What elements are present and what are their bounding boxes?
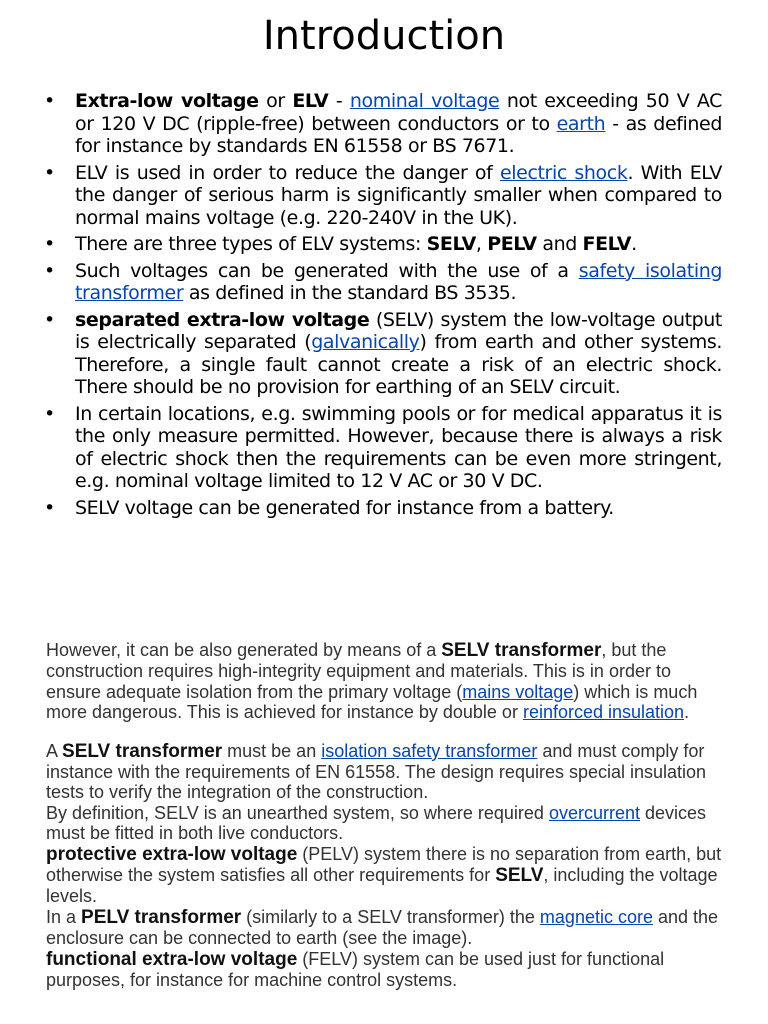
text: and the enclosure can be connected to earth (see the image). [46,906,719,949]
term-extra-low-voltage: Extra-low voltage [75,90,259,112]
paragraph [46,803,726,844]
text: not exceeding 50 V AC or 120 V DC (ripple-free) between conductors or to [75,90,723,135]
term-separated-extra-low-voltage: separated extra-low voltage [75,308,370,331]
text: In a [46,906,82,927]
bullet-dot: • [44,308,55,331]
bullet-item [44,497,722,520]
page-title: Introduction [262,13,506,59]
text: SELV voltage can be generated for instance from a battery. [75,496,614,519]
text: must be an [222,740,322,761]
text: , but the construction requires high-integrity equipment and materials. This is in order to ensure adequate isolation from the primary voltage ( [46,640,671,702]
text: . [631,233,637,255]
bullet-dot: • [44,161,55,184]
text: However, it can be also generated by means of a [46,640,442,660]
text: , including the voltage levels. [46,865,718,907]
link-earth[interactable]: earth [556,112,606,135]
text: There are three types of ELV systems: [75,233,427,255]
bullet-item [44,403,722,493]
text: (FELV) system can be used just for functional purposes, for instance for machine control systems. [46,948,665,991]
text: Such voltages can be generated with the use of a [75,259,579,282]
text: , [475,233,488,255]
bullet-dot: • [44,259,55,282]
paragraph [46,907,726,949]
link-electric-shock[interactable]: electric shock [499,161,628,184]
bullet-item [44,233,722,256]
bullet-dot: • [44,402,55,425]
text: - [328,90,350,112]
spacer [46,723,726,741]
text: ) which is much more dangerous. This is achieved for instance by double or [46,681,698,723]
text: (PELV) system there is no separation from earth, but otherwise the system satisfies all other requirements for [46,843,722,886]
text: (SELV) system the low-voltage output is electrically separated ( [75,308,722,353]
text: . With ELV the danger of serious harm is significantly smaller when compared to normal mains voltage (e.g. 220-240V in the UK). [75,161,723,229]
text: . [684,702,690,723]
term-functional-extra-low-voltage: functional extra-low voltage [46,948,298,970]
paragraph [46,949,726,991]
term-selv-transformer: SELV transformer [441,640,602,661]
bullet-dot: • [44,233,55,255]
term-selv: SELV [495,865,544,887]
bullet-list [44,90,722,523]
text: (similarly to a SELV transformer) the [241,906,540,927]
link-safety-isolating-transformer[interactable]: safety isolating transformer [75,259,722,304]
text: By definition, SELV is an unearthed system, so where required [46,802,549,823]
bullet-item [44,162,722,230]
term-pelv-transformer: PELV transformer [81,906,242,928]
paragraph [46,844,726,907]
paragraph [46,640,726,723]
text: - as defined for instance by standards EN 61558 or BS 7671. [75,112,722,157]
text: In certain locations, e.g. swimming pools or for medical apparatus it is the only measure permitted. However, because there is always a risk of electric shock then the requirements can be even more stringent, e.g. nominal voltage limited to 12 V AC or 30 V DC. [75,402,722,492]
term-protective-extra-low-voltage: protective extra-low voltage [46,843,298,865]
bullet-item [44,309,722,399]
text: A [46,740,63,761]
bullet-dot: • [44,90,55,112]
link-overcurrent[interactable]: overcurrent [548,802,640,823]
paragraph [46,741,726,803]
text: and must comply for instance with the requirements of EN 61558. The design requires special insulation tests to verify the integration of the construction. [46,740,707,803]
link-reinforced-insulation[interactable]: reinforced insulation [522,702,685,723]
link-galvanically[interactable]: galvanically [311,331,420,353]
link-magnetic-core[interactable]: magnetic core [539,906,653,927]
link-isolation-safety-transformer[interactable]: isolation safety transformer [321,740,538,761]
text: devices must be fitted in both live conductors. [46,802,707,844]
term-elv: ELV [292,90,329,112]
bullet-item [44,260,722,305]
term-selv-transformer: SELV transformer [62,740,223,762]
lower-text-block [46,640,726,991]
bullet-dot: • [44,496,55,519]
text: or [258,90,293,112]
link-nominal-voltage[interactable]: nominal voltage [349,90,500,112]
term-felv: FELV [582,233,632,255]
bullet-item [44,90,722,158]
text: ELV is used in order to reduce the danger of [75,161,500,184]
text: as defined in the standard BS 3535. [183,282,517,304]
term-pelv: PELV [487,233,537,255]
term-selv: SELV [426,233,476,255]
link-mains-voltage[interactable]: mains voltage [462,681,574,702]
text: and [536,233,583,255]
text: ) from earth and other systems. Therefore, a single fault cannot create a risk of an electric shock. There should be no provision for earthing of an SELV circuit. [75,331,722,398]
